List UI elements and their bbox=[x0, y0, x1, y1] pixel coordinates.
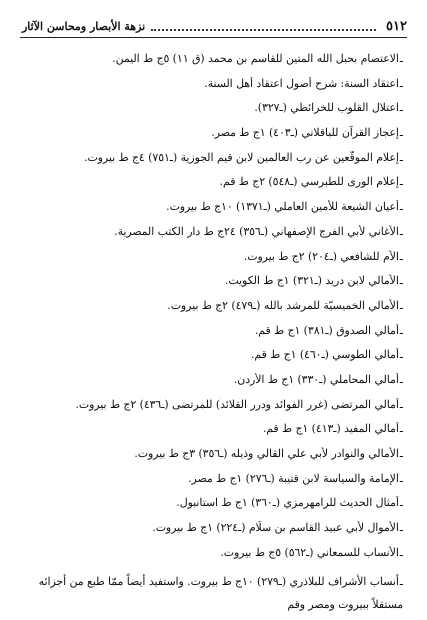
entry-text: أمالي الطوسي (ـ٤٦٠) ١ج ط قم. bbox=[250, 348, 399, 362]
bibliography-entry bbox=[16, 101, 403, 126]
entry-text: اعتقاد السنة: شرح أصول اعتقاد أهل السنة. bbox=[204, 76, 399, 90]
entry-text: أمالي المفيد (ـ٤١٣) ١ج ط قم. bbox=[262, 422, 399, 436]
bibliography-entry bbox=[16, 570, 403, 616]
running-book-title: نزهة الأبصار ومحاسن الآثار bbox=[22, 20, 146, 33]
entry-text: الإمامة والسياسة لابن قتيبة (ـ٢٧٦) ١ج ط مصر. bbox=[188, 471, 399, 485]
bibliography-list bbox=[16, 52, 403, 616]
entry-dash: ـ bbox=[399, 575, 403, 589]
header-dot-leader bbox=[151, 28, 376, 31]
entry-dash: ـ bbox=[399, 126, 403, 140]
entry-text: أنساب الأشراف للبلاذري (ـ٢٧٩) ١٠ج ط بيروت. واستفيد أيضاً ممّا طبع من أجزائه مستقلاً ببيروت ومصر وقم bbox=[38, 575, 403, 612]
bibliography-entry bbox=[16, 324, 403, 349]
bibliography-entry bbox=[16, 299, 403, 324]
bibliography-entry bbox=[16, 200, 403, 225]
bibliography-entry bbox=[16, 77, 403, 102]
entry-text: اعتلال القلوب للخرائطي (ـ٣٢٧). bbox=[254, 101, 399, 115]
entry-dash: ـ bbox=[399, 52, 403, 65]
bibliography-entry bbox=[16, 398, 403, 423]
entry-dash: ـ bbox=[399, 175, 403, 189]
entry-dash: ـ bbox=[399, 101, 403, 115]
entry-text: أمالي المرتضى (غرر الفوائد ودرر القلائد) للمرتضى (ـ٤٣٦) ٢ج ط بيروت. bbox=[75, 397, 399, 411]
entry-text: الأغاني لأبي الفرج الإصفهاني (ـ٣٥٦) ٢٤ج ط دار الكتب المصرية. bbox=[114, 224, 399, 238]
entry-dash: ـ bbox=[399, 397, 403, 411]
entry-text: الأمالي والنوادر لأبي علي القالي وذيله (ـ٣٥٦) ٣ج ط بيروت. bbox=[134, 447, 399, 460]
entry-text: الأمالي الخميسيّة للمرشد بالله (ـ٤٧٩) ٢ج ط بيروت. bbox=[167, 298, 399, 312]
bibliography-entry bbox=[16, 225, 403, 250]
bibliography-entry bbox=[16, 496, 403, 521]
entry-dash: ـ bbox=[399, 372, 403, 386]
bibliography-entry bbox=[16, 151, 403, 176]
bibliography-entry bbox=[16, 126, 403, 151]
entry-text: الأم للشافعي (ـ٢٠٤) ٢ج ط بيروت. bbox=[243, 249, 399, 263]
bibliography-entry bbox=[16, 274, 403, 299]
entry-dash: ـ bbox=[399, 298, 403, 312]
bibliography-entry bbox=[16, 250, 403, 275]
bibliography-entry bbox=[16, 373, 403, 398]
page-number: ٥١٢ bbox=[386, 19, 407, 34]
entry-dash: ـ bbox=[399, 496, 403, 510]
bibliography-entry bbox=[16, 175, 403, 200]
entry-text: إعجاز القرآن للباقلاني (ـ٤٠٣) ١ج ط مصر. bbox=[211, 126, 399, 140]
entry-text: إعلام الورى للطبرسي (ـ٥٤٨) ٢ج ط قم. bbox=[219, 175, 399, 189]
entry-dash: ـ bbox=[399, 348, 403, 362]
bibliography-entry bbox=[16, 472, 403, 497]
entry-text: أمثال الحديث للرامهرمزي (ـ٣٦٠) ١ج ط استانبول. bbox=[176, 496, 399, 510]
bibliography-entry bbox=[16, 546, 403, 571]
entry-dash: ـ bbox=[399, 224, 403, 238]
page-header bbox=[22, 14, 407, 34]
entry-dash: ـ bbox=[399, 274, 403, 288]
entry-dash: ـ bbox=[399, 422, 403, 436]
entry-text: الأموال لأبي عبيد القاسم بن سلّام (ـ٢٢٤) ١ج ط بيروت. bbox=[152, 521, 399, 535]
entry-text: أمالي الصدوق (ـ٣٨١) ١ج ط قم. bbox=[254, 323, 399, 337]
entry-dash: ـ bbox=[399, 323, 403, 337]
entry-dash: ـ bbox=[399, 200, 403, 214]
entry-text: إعلام الموقّعين عن رب العالمين لابن قيم الجوزية (ـ٧٥١) ٤ج ط بيروت. bbox=[84, 150, 399, 164]
entry-text: الاعتصام بحبل الله المتين للقاسم بن محمد (ق ١١) ٥ج ط اليمن. bbox=[112, 52, 399, 65]
entry-text: أمالي المحاملي (ـ٣٣٠) ١ج ط الأردن. bbox=[233, 372, 399, 386]
entry-text: الأنساب للسمعاني (ـ٥٦٢) ٥ج ط بيروت. bbox=[220, 545, 399, 559]
entry-dash: ـ bbox=[399, 447, 403, 460]
bibliography-entry bbox=[16, 52, 403, 77]
bibliography-entry bbox=[16, 447, 403, 472]
entry-dash: ـ bbox=[399, 249, 403, 263]
entry-text: أعيان الشيعة للأمين العاملي (ـ١٣٧١) ١٠ج ط بيروت. bbox=[166, 200, 399, 214]
entry-dash: ـ bbox=[399, 150, 403, 164]
entry-dash: ـ bbox=[399, 76, 403, 90]
header-rule bbox=[20, 37, 407, 38]
entry-dash: ـ bbox=[399, 545, 403, 559]
entry-dash: ـ bbox=[399, 521, 403, 535]
bibliography-entry bbox=[16, 422, 403, 447]
entry-text: الأمالي لابن دريد (ـ٣٢١) ١ج ط الكويت. bbox=[224, 274, 399, 288]
bibliography-entry bbox=[16, 521, 403, 546]
bibliography-entry bbox=[16, 348, 403, 373]
entry-dash: ـ bbox=[399, 471, 403, 485]
